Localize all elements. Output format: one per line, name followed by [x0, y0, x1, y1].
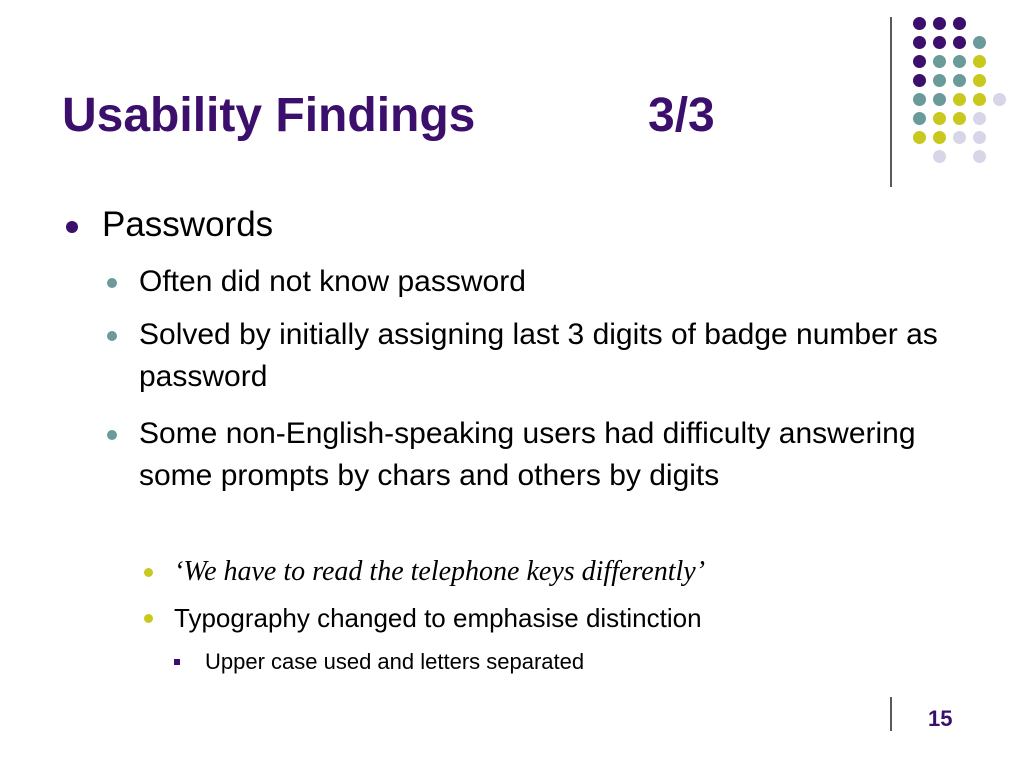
bullet-square-icon: [174, 659, 180, 665]
bullet-level2: [139, 314, 959, 398]
bullet-dot-icon: [107, 430, 117, 440]
bullet-text: ‘We have to read the telephone keys differently’: [174, 556, 706, 587]
bullet-level3: [174, 603, 934, 633]
bullet-text: Passwords: [102, 205, 274, 244]
bullet-level2: [139, 261, 959, 303]
bullet-text: Solved by initially assigning last 3 digits of badge number as password: [139, 318, 938, 393]
bullet-level2: [139, 413, 959, 497]
bullet-dot-icon: [107, 278, 117, 288]
slide-number: 15: [928, 706, 953, 731]
slide-title: Usability Findings: [62, 89, 476, 142]
bullet-text: Some non-English-speaking users had difficulty answering some prompts by chars and others by digits: [139, 417, 916, 492]
bullet-level4: [205, 648, 584, 676]
bullet-dot-icon: [107, 331, 117, 341]
bullet-dot-icon: [66, 221, 78, 233]
bullet-dot-icon: [144, 568, 153, 577]
bullet-text: Typography changed to emphasise distinction: [174, 603, 702, 633]
bullet-text: Upper case used and letters separated: [205, 649, 585, 674]
slide-title-page: 3/3: [648, 89, 715, 142]
bullet-dot-icon: [144, 614, 153, 623]
bullet-text: Often did not know password: [139, 265, 526, 298]
bullet-level3-quote: [174, 557, 934, 587]
bullet-level1: [102, 205, 273, 245]
